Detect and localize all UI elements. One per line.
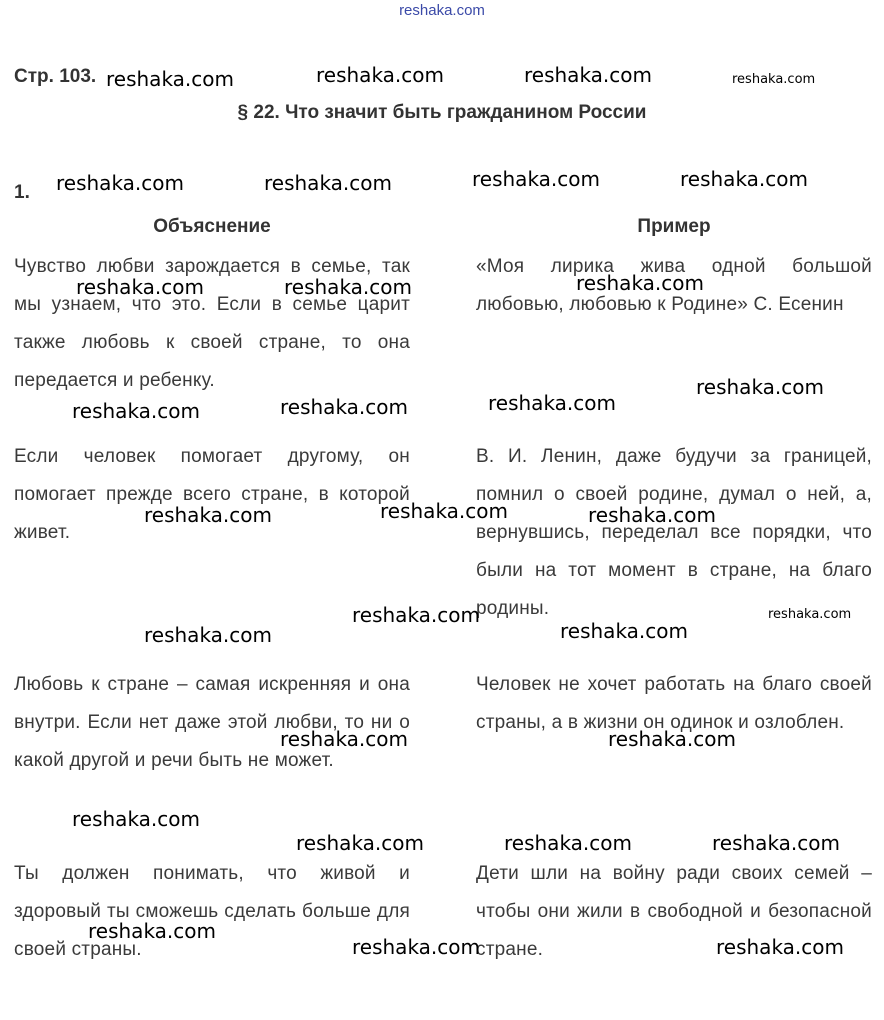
column-heading-explanation: Объяснение <box>153 216 271 237</box>
watermark: reshaka.com <box>76 275 204 299</box>
watermark: reshaka.com <box>472 167 600 191</box>
watermark: reshaka.com <box>768 607 852 622</box>
row-1-explanation: Чувство любви зарождается в семье, так мы узнаем, что это. Если в семье царит также любовь к своей стране, то она передается и ребенку. <box>14 256 410 391</box>
watermark: reshaka.com <box>88 919 216 943</box>
watermark: reshaka.com <box>488 391 616 415</box>
watermark: reshaka.com <box>380 499 508 523</box>
watermark: reshaka.com <box>712 831 840 855</box>
watermark: reshaka.com <box>716 935 844 959</box>
watermark: reshaka.com <box>144 503 272 527</box>
watermark: reshaka.com <box>524 63 652 87</box>
watermark: reshaka.com <box>504 831 632 855</box>
watermark: reshaka.com <box>280 727 408 751</box>
site-label: reshaka.com <box>399 2 485 19</box>
watermark: reshaka.com <box>316 63 444 87</box>
watermark: reshaka.com <box>608 727 736 751</box>
page-reference: Стр. 103. <box>14 66 97 87</box>
row-4-explanation: Ты должен понимать, что живой и здоровый ты сможешь сделать больше для своей страны. <box>14 863 410 960</box>
watermark: reshaka.com <box>280 395 408 419</box>
row-3-example: Человек не хочет работать на благо своей страны, а в жизни он одинок и озлоблен. <box>476 674 872 733</box>
watermark: reshaka.com <box>56 171 184 195</box>
row-2-explanation: Если человек помогает другому, он помогает прежде всего стране, в которой живет. <box>14 446 410 543</box>
watermark: reshaka.com <box>560 619 688 643</box>
watermark: reshaka.com <box>144 623 272 647</box>
watermark: reshaka.com <box>284 275 412 299</box>
watermark: reshaka.com <box>352 603 480 627</box>
row-2-example: В. И. Ленин, даже будучи за границей, помнил о своей родине, думал о ней, а, вернувшись, переделал все порядки, что были на тот момент в стране, на благо родины. <box>476 446 872 619</box>
row-4-example: Дети шли на войну ради своих семей – чтобы они жили в свободной и безопасной стране. <box>476 863 872 960</box>
section-heading: § 22. Что значит быть гражданином России <box>237 102 647 123</box>
watermark: reshaka.com <box>696 375 824 399</box>
task-number: 1. <box>14 182 30 203</box>
watermark: reshaka.com <box>588 503 716 527</box>
watermark: reshaka.com <box>264 171 392 195</box>
watermark: reshaka.com <box>732 72 816 87</box>
watermark: reshaka.com <box>72 399 200 423</box>
row-1-example: «Моя лирика жива одной большой любовью, любовью к Родине» С. Есенин <box>476 256 872 315</box>
watermark: reshaka.com <box>680 167 808 191</box>
watermark: reshaka.com <box>106 67 234 91</box>
watermark: reshaka.com <box>296 831 424 855</box>
row-3-explanation: Любовь к стране – самая искренняя и она внутри. Если нет даже этой любви, то ни о какой другой и речи быть не может. <box>14 674 410 771</box>
watermark: reshaka.com <box>72 807 200 831</box>
watermark: reshaka.com <box>352 935 480 959</box>
column-heading-example: Пример <box>637 216 711 237</box>
watermark: reshaka.com <box>576 271 704 295</box>
